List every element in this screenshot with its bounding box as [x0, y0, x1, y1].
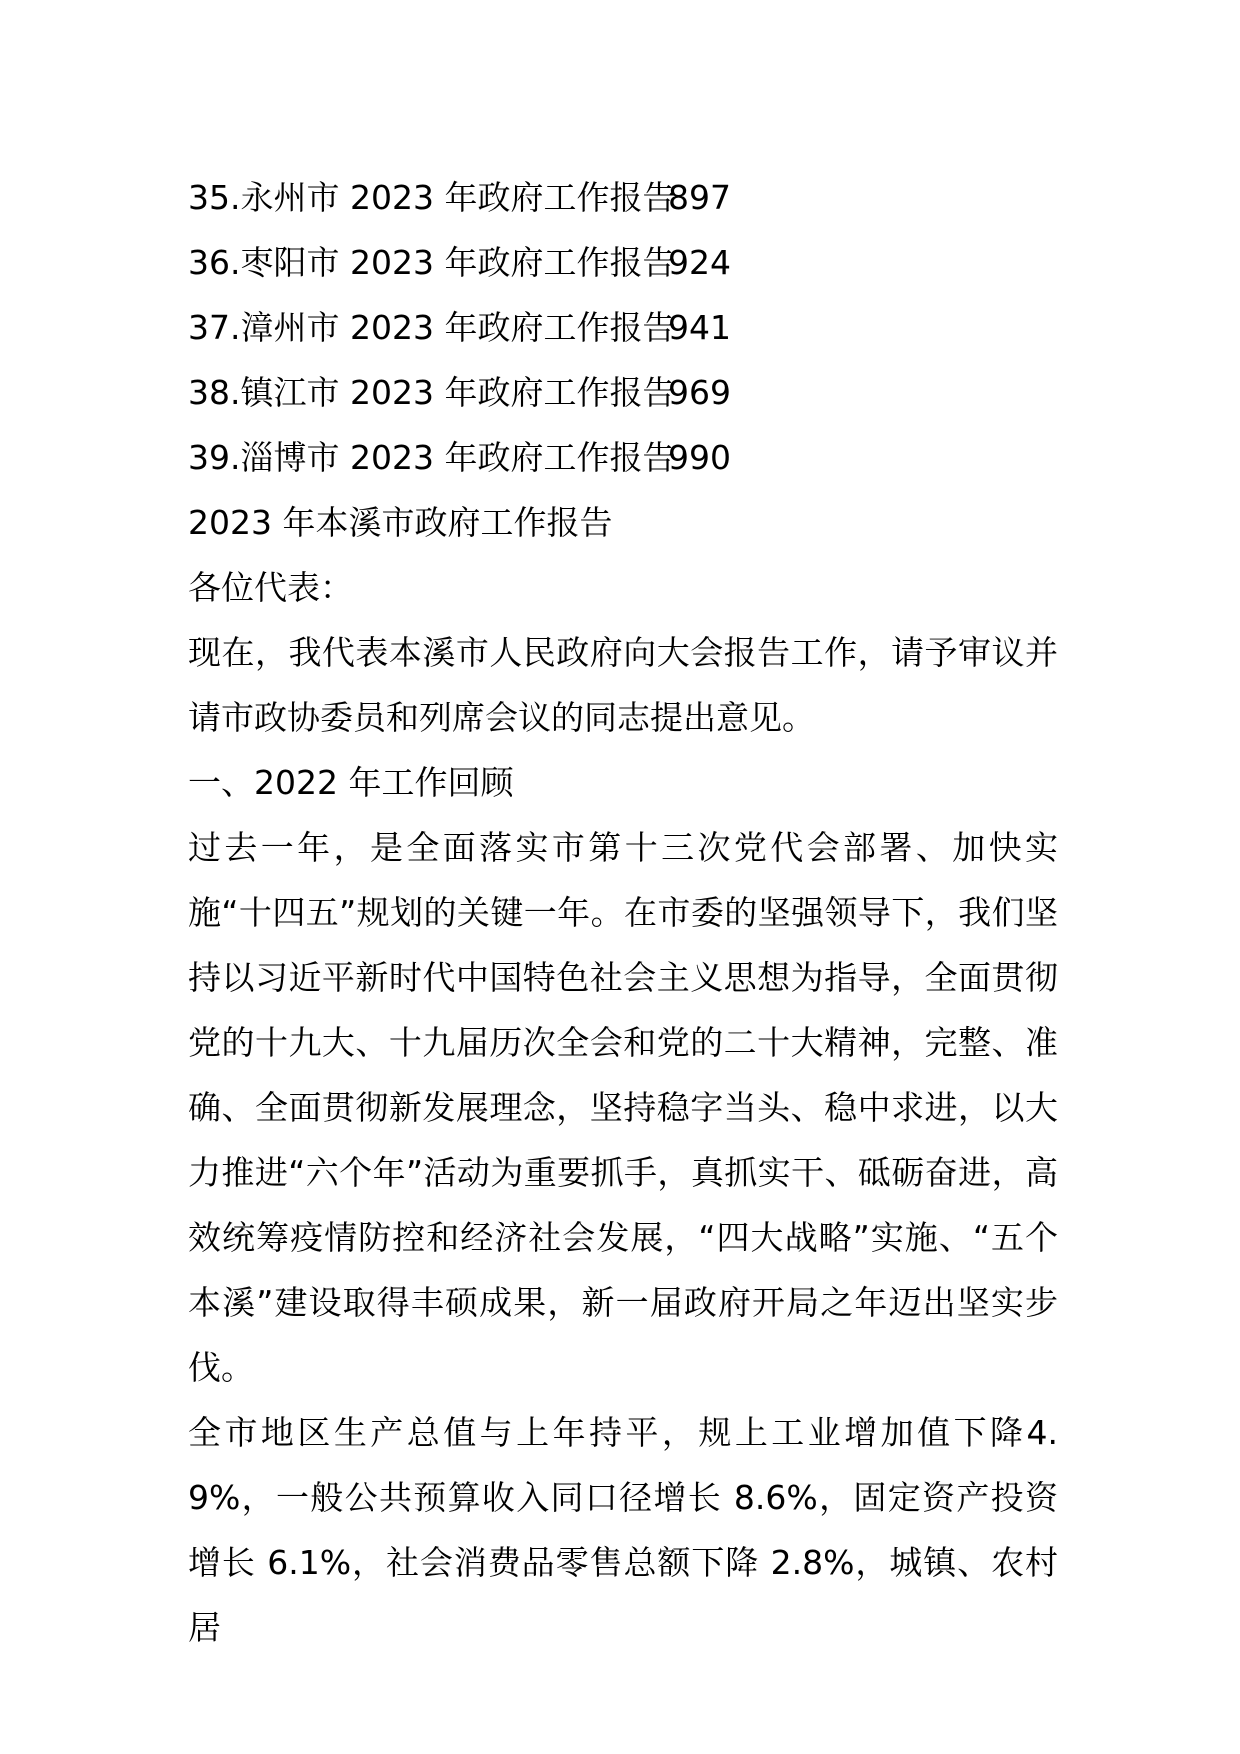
toc-item[interactable] — [188, 230, 1058, 295]
toc-item[interactable] — [188, 425, 1058, 490]
salutation: 各位代表： — [188, 568, 353, 607]
toc-item[interactable] — [188, 165, 1058, 230]
intro-paragraph: 现在，我代表本溪市人民政府向大会报告工作，请予审议并请市政协委员和列席会议的同志提出意见。 — [188, 633, 1058, 737]
toc-item-page: 941 — [668, 308, 731, 347]
statistics-paragraph: 全市地区生产总值与上年持平，规上工业增加值下降4.9%，一般公共预算收入同口径增长 8.6%，固定资产投资增长 6.1%，社会消费品零售总额下降 2.8%，城镇、农村居 — [188, 1413, 1058, 1647]
toc-item-page: 897 — [668, 178, 731, 217]
toc-item-title: 38.镇江市 2023 年政府工作报告 — [188, 373, 676, 412]
section-heading: 一、2022 年工作回顾 — [188, 763, 514, 802]
review-paragraph: 过去一年，是全面落实市第十三次党代会部署、加快实施“十四五”规划的关键一年。在市委的坚强领导下，我们坚持以习近平新时代中国特色社会主义思想为指导，全面贯彻党的十九大、十九届历次全会和党的二十大精神，完整、准确、全面贯彻新发展理念，坚持稳字当头、稳中求进，以大力推进“六个年”活动为重要抓手，真抓实干、砥砺奋进，高效统筹疫情防控和经济社会发展，“四大战略”实施、“五个本溪”建设取得丰硕成果，新一届政府开局之年迈出坚实步伐。 — [188, 828, 1058, 1387]
toc-item-page: 990 — [668, 438, 731, 477]
toc-item[interactable] — [188, 360, 1058, 425]
toc-item-title: 36.枣阳市 2023 年政府工作报告 — [188, 243, 676, 282]
toc-item-title: 35.永州市 2023 年政府工作报告 — [188, 178, 676, 217]
toc-item[interactable] — [188, 295, 1058, 360]
document-title: 2023 年本溪市政府工作报告 — [188, 503, 613, 542]
table-of-contents — [188, 165, 1058, 490]
toc-item-page: 969 — [668, 373, 731, 412]
toc-item-title: 39.淄博市 2023 年政府工作报告 — [188, 438, 676, 477]
document-content — [188, 165, 1058, 1660]
toc-item-title: 37.漳州市 2023 年政府工作报告 — [188, 308, 676, 347]
toc-item-page: 924 — [668, 243, 731, 282]
